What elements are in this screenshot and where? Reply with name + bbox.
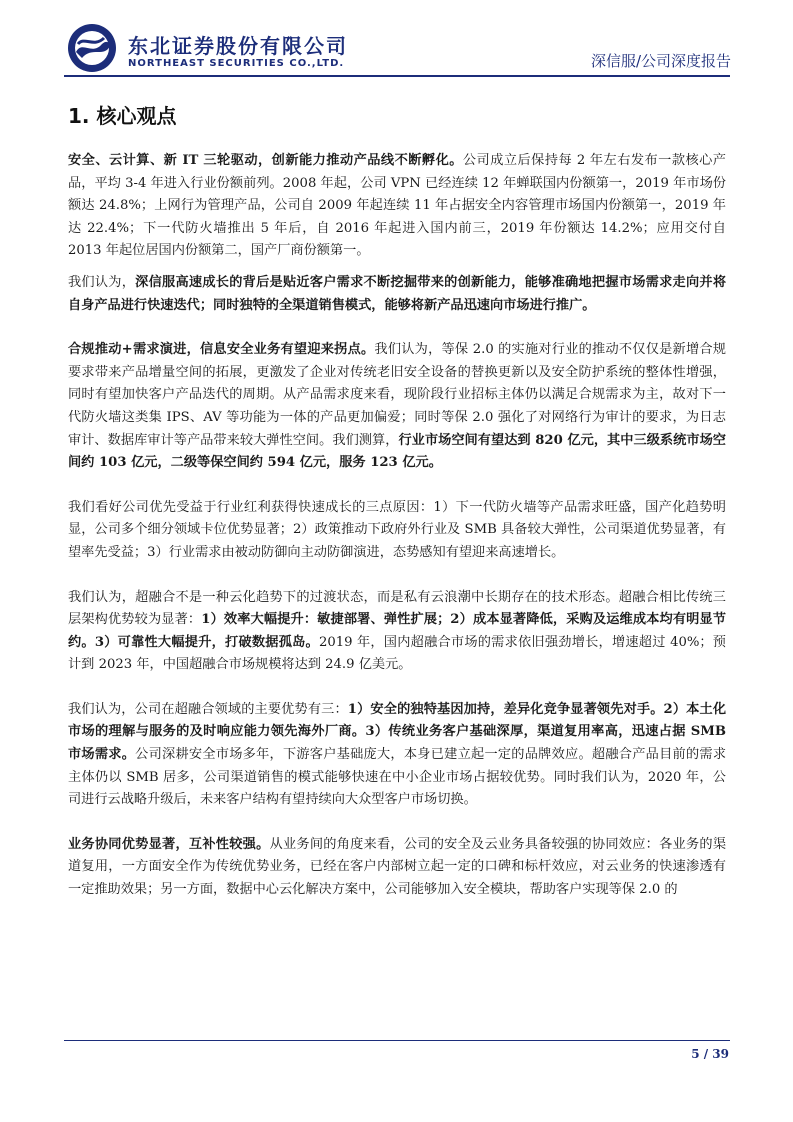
paragraph-emphasis: 1）效率大幅提升：敏捷部署、弹性扩展；2）成本显著降低，采购及运维成本均有明显节约。3）可靠性大幅提升，打破数据孤岛。 <box>68 612 726 650</box>
paragraph-advantages <box>68 699 726 812</box>
report-body <box>68 150 726 911</box>
section-title: 1. 核心观点 <box>68 104 177 128</box>
page-number: 5 / 39 <box>691 1047 729 1061</box>
paragraph-text: 公司深耕安全市场多年，下游客户基础庞大，本身已建立起一定的品牌效应。超融合产品目前的需求主体仍以 SMB 居多，公司渠道销售的模式能够快速在中小企业市场占据较优势。同时我们认为，2020 年，公司进行云战略升级后，未来客户结构有望持续向大众型客户市场切换。 <box>68 747 726 808</box>
northeast-securities-logo-icon <box>66 22 118 74</box>
company-name-cn: 东北证券股份有限公司 <box>128 34 348 58</box>
paragraph-emphasis: 1）安全的独特基因加持，差异化竞争显著领先对手。2）本土化市场的理解与服务的及时响应能力领先海外厂商。3）传统业务客户基础深厚，渠道复用率高，迅速占据 SMB 市场需求。 <box>68 701 727 763</box>
paragraph-core-products <box>68 150 726 263</box>
footer-divider <box>64 1040 730 1041</box>
company-name-en: NORTHEAST SECURITIES CO.,LTD. <box>128 58 345 69</box>
paragraph-lead: 安全、云计算、新 IT 三轮驱动，创新能力推动产品线不断孵化。 <box>68 153 463 168</box>
paragraph-emphasis: 行业市场空间有望达到 820 亿元，其中三级系统市场空间约 103 亿元，二级等保空间约 594 亿元，服务 123 亿元。 <box>68 432 726 471</box>
paragraph-lead: 合规推动+需求演进，信息安全业务有望迎来拐点。 <box>68 342 375 358</box>
paragraph-compliance <box>68 339 726 475</box>
report-type-tag: 深信服/公司深度报告 <box>590 52 731 70</box>
paragraph-innovation <box>68 272 726 317</box>
paragraph-lead: 业务协同优势显著，互补性较强。 <box>68 836 270 852</box>
paragraph-text: 我们认为，超融合不是一种云化趋势下的过渡状态，而是私有云浪潮中长期存在的技术形态。超融合相比传统三层架构优势较为显著： <box>68 589 726 628</box>
paragraph-text: 2019 年，国内超融合市场的需求依旧强劲增长，增速超过 40%；预计到 2023 年，中国超融合市场规模将达到 24.9 亿美元。 <box>68 634 726 673</box>
paragraph-text: 公司成立后保持每 2 年左右发布一款核心产品，平均 3-4 年进入行业份额前列。2008 年起，公司 VPN 已经连续 12 年蝉联国内份额第一，2019 年市场份额达 24.8%；上网行为管理产品，公司自 2009 年起连续 11 年占据安全内容管理市场国内份额第一，2019 年达 22.4%；下一代防火墙推出 5 年后，自 2016 年起进入国内前三，2019 年份额达 14.2%；应用交付自 2013 年起位居国内份额第二，国产厂商份额第一。 <box>68 153 726 259</box>
paragraph-text: 我们认为， <box>68 274 136 290</box>
paragraph-synergy <box>68 834 726 902</box>
paragraph-text: 从业务间的角度来看，公司的安全及云业务具备较强的协同效应：各业务的渠道复用，一方面安全作为传统优势业务，已经在客户内部树立起一定的口碑和标杆效应，对云业务的快速渗透有一定推助效果；另一方面，数据中心云化解决方案中，公司能够加入安全模块，帮助客户实现等保 2.0 的 <box>68 836 727 898</box>
paragraph-text: 我们看好公司优先受益于行业红利获得快速成长的三点原因：1）下一代防火墙等产品需求旺盛，国产化趋势明显，公司多个细分领域卡位优势显著；2）政策推动下政府外行业及 SMB 具备较大弹性，公司渠道优势显著，有望率先受益；3）行业需求由被动防御向主动防御演进，态势感知有望迎来高速增长。 <box>68 499 726 560</box>
paragraph-hyperconvergence <box>68 587 726 677</box>
page-header <box>0 0 793 80</box>
header-divider <box>64 75 730 77</box>
paragraph-three-reasons <box>68 497 726 565</box>
paragraph-emphasis: 深信服高速成长的背后是贴近客户需求不断挖掘带来的创新能力，能够准确地把握市场需求走向并将自身产品进行快速迭代；同时独特的全渠道销售模式，能够将新产品迅速向市场进行推广。 <box>68 274 726 313</box>
paragraph-text: 我们认为，公司在超融合领域的主要优势有三： <box>68 701 348 717</box>
paragraph-text: 我们认为，等保 2.0 的实施对行业的推动不仅仅是新增合规要求带来产品增量空间的拓展，更激发了企业对传统老旧安全设备的替换更新以及安全防护系统的整体性增强，同时有望加快客户产品迭代的周期。从产品需求度来看，现阶段行业招标主体仍以满足合规需求为主，故对下一代防火墙这类集 IPS、AV 等功能为一体的产品更加偏爱；同时等保 2.0 强化了对网络行为审计的要求，为日志审计、数据库审计等产品带来较大弹性空间。我们测算， <box>68 342 726 448</box>
